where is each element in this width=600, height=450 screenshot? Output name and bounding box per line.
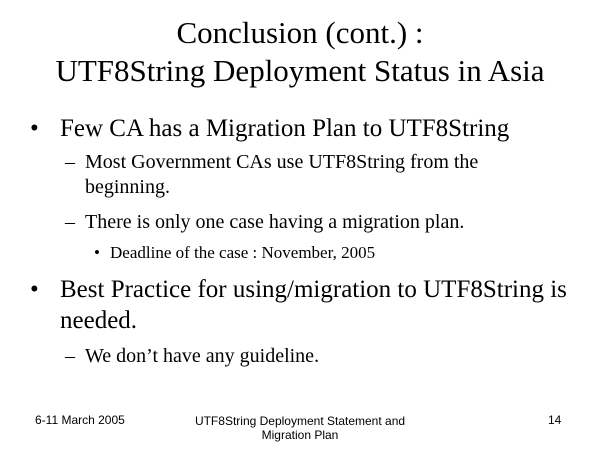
sub-point-2-1-text: We don’t have any guideline. bbox=[85, 345, 320, 367]
dash-icon: – bbox=[65, 345, 75, 367]
sub-sub-point-1-2-1-text: Deadline of the case : November, 2005 bbox=[110, 243, 376, 262]
slide-title-line-2: UTF8String Deployment Status in Asia bbox=[55, 53, 545, 88]
footer-page-number: 14 bbox=[548, 413, 562, 427]
sub-point-1-2-text: There is only one case having a migration plan. bbox=[85, 211, 465, 233]
dash-icon: – bbox=[65, 211, 75, 233]
bullet-icon: • bbox=[30, 115, 39, 142]
bullet-point-1-text: Few CA has a Migration Plan to UTF8String bbox=[60, 115, 510, 142]
sub-point-1-1-text: Most Government CAs use UTF8String from the beginning. bbox=[85, 151, 479, 198]
small-bullet-icon: • bbox=[94, 243, 100, 262]
slide-title-line-1: Conclusion (cont.) : bbox=[176, 15, 424, 50]
bullet-icon: • bbox=[30, 276, 39, 303]
bullet-point-2-text: Best Practice for using/migration to UTF8String is needed. bbox=[60, 276, 567, 334]
dash-icon: – bbox=[65, 151, 75, 173]
slide-title bbox=[0, 14, 600, 90]
footer-date: 6-11 March 2005 bbox=[35, 413, 125, 427]
footer-title: UTF8String Deployment Statement and Migration Plan bbox=[194, 414, 406, 442]
